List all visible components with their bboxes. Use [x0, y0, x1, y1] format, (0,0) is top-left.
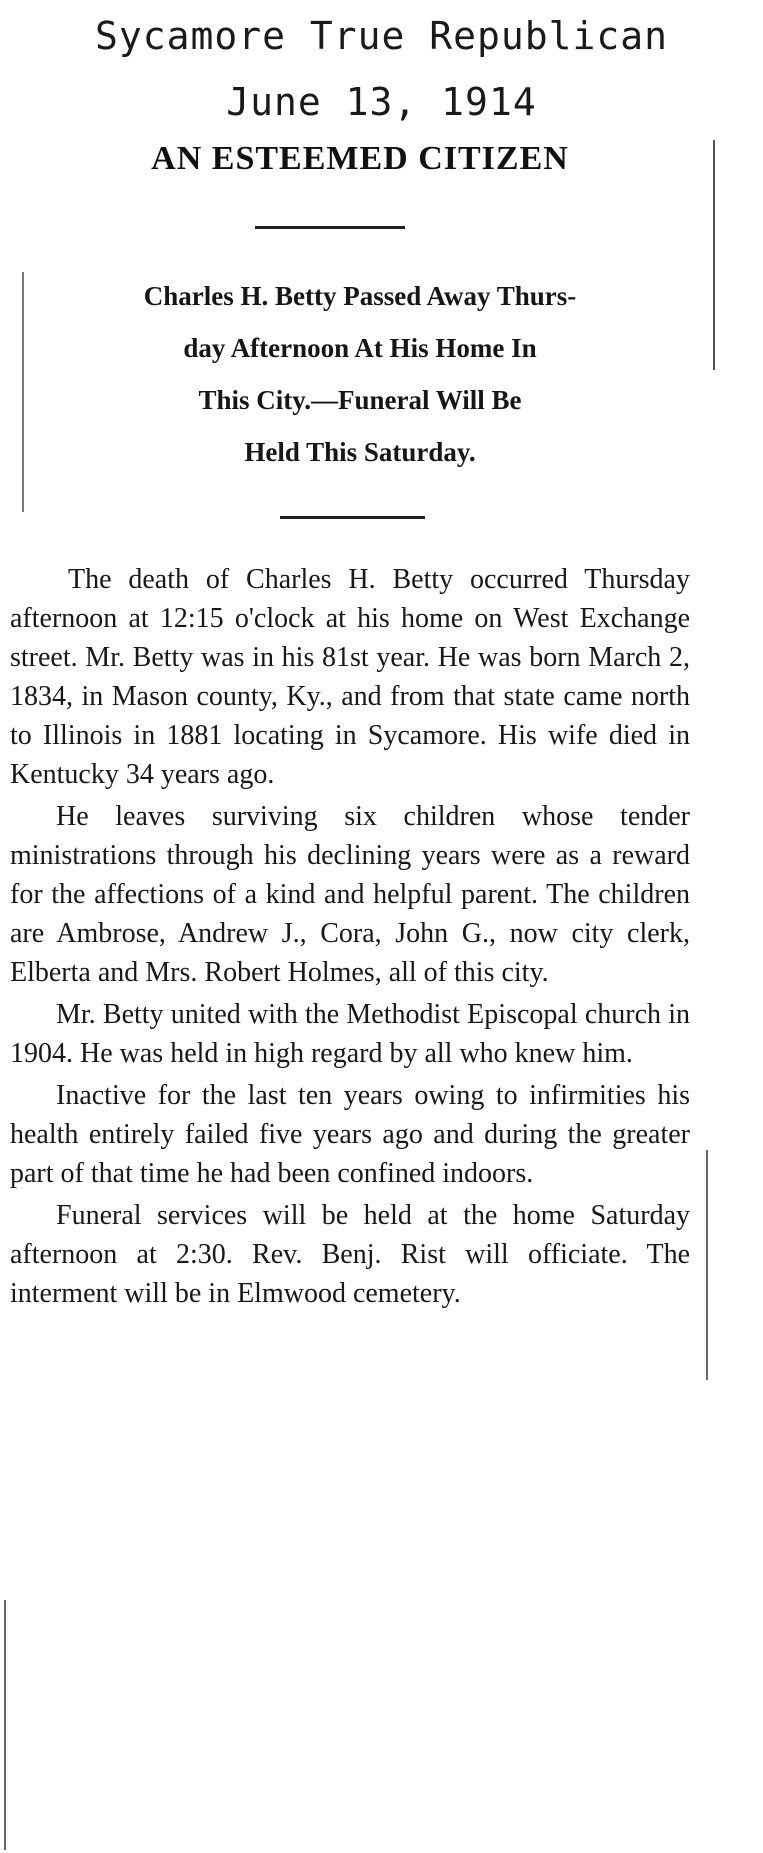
- article-paragraph: Inactive for the last ten years owing to infirmities his health entirely failed five years ago and during the greater part of that time he had been confined indoors.: [10, 1080, 690, 1189]
- article-deck: [30, 270, 690, 478]
- deck-line: This City.—Funeral Will Be: [198, 385, 522, 415]
- column-rule: [713, 140, 715, 370]
- article-paragraph: Funeral services will be held at the home Saturday afternoon at 2:30. Rev. Benj. Rist will officiate. The interment will be in Elmwood cemetery.: [10, 1200, 690, 1309]
- deck-divider: [280, 516, 425, 519]
- article-headline: AN ESTEEMED CITIZEN: [151, 140, 569, 177]
- headline-divider: [255, 226, 405, 229]
- publication-date: June 13, 1914: [226, 80, 537, 124]
- deck-line: Charles H. Betty Passed Away Thurs-: [143, 281, 577, 311]
- column-rule: [4, 1600, 6, 1850]
- deck-line: day Afternoon At His Home In: [183, 333, 537, 363]
- article-paragraph: The death of Charles H. Betty occurred Thursday afternoon at 12:15 o'clock at his home on West Exchange street. Mr. Betty was in his 81st year. He was born March 2, 1834, in Mason county, Ky., and from that state came north to Illinois in 1881 locating in Sycamore. His wife died in Kentucky 34 years ago.: [10, 564, 690, 790]
- column-rule: [22, 272, 24, 512]
- deck-line: Held This Saturday.: [244, 437, 476, 467]
- article-paragraph: He leaves surviving six children whose tender ministrations through his declining years were as a reward for the affections of a kind and helpful parent. The children are Ambrose, Andrew J., Cora, John G., now city clerk, Elberta and Mrs. Robert Holmes, all of this city.: [10, 801, 690, 988]
- article-paragraph: Mr. Betty united with the Methodist Episcopal church in 1904. He was held in high regard by all who knew him.: [10, 999, 690, 1069]
- column-rule: [706, 1150, 708, 1380]
- newspaper-name: Sycamore True Republican: [94, 14, 669, 58]
- article-body: [10, 560, 690, 1316]
